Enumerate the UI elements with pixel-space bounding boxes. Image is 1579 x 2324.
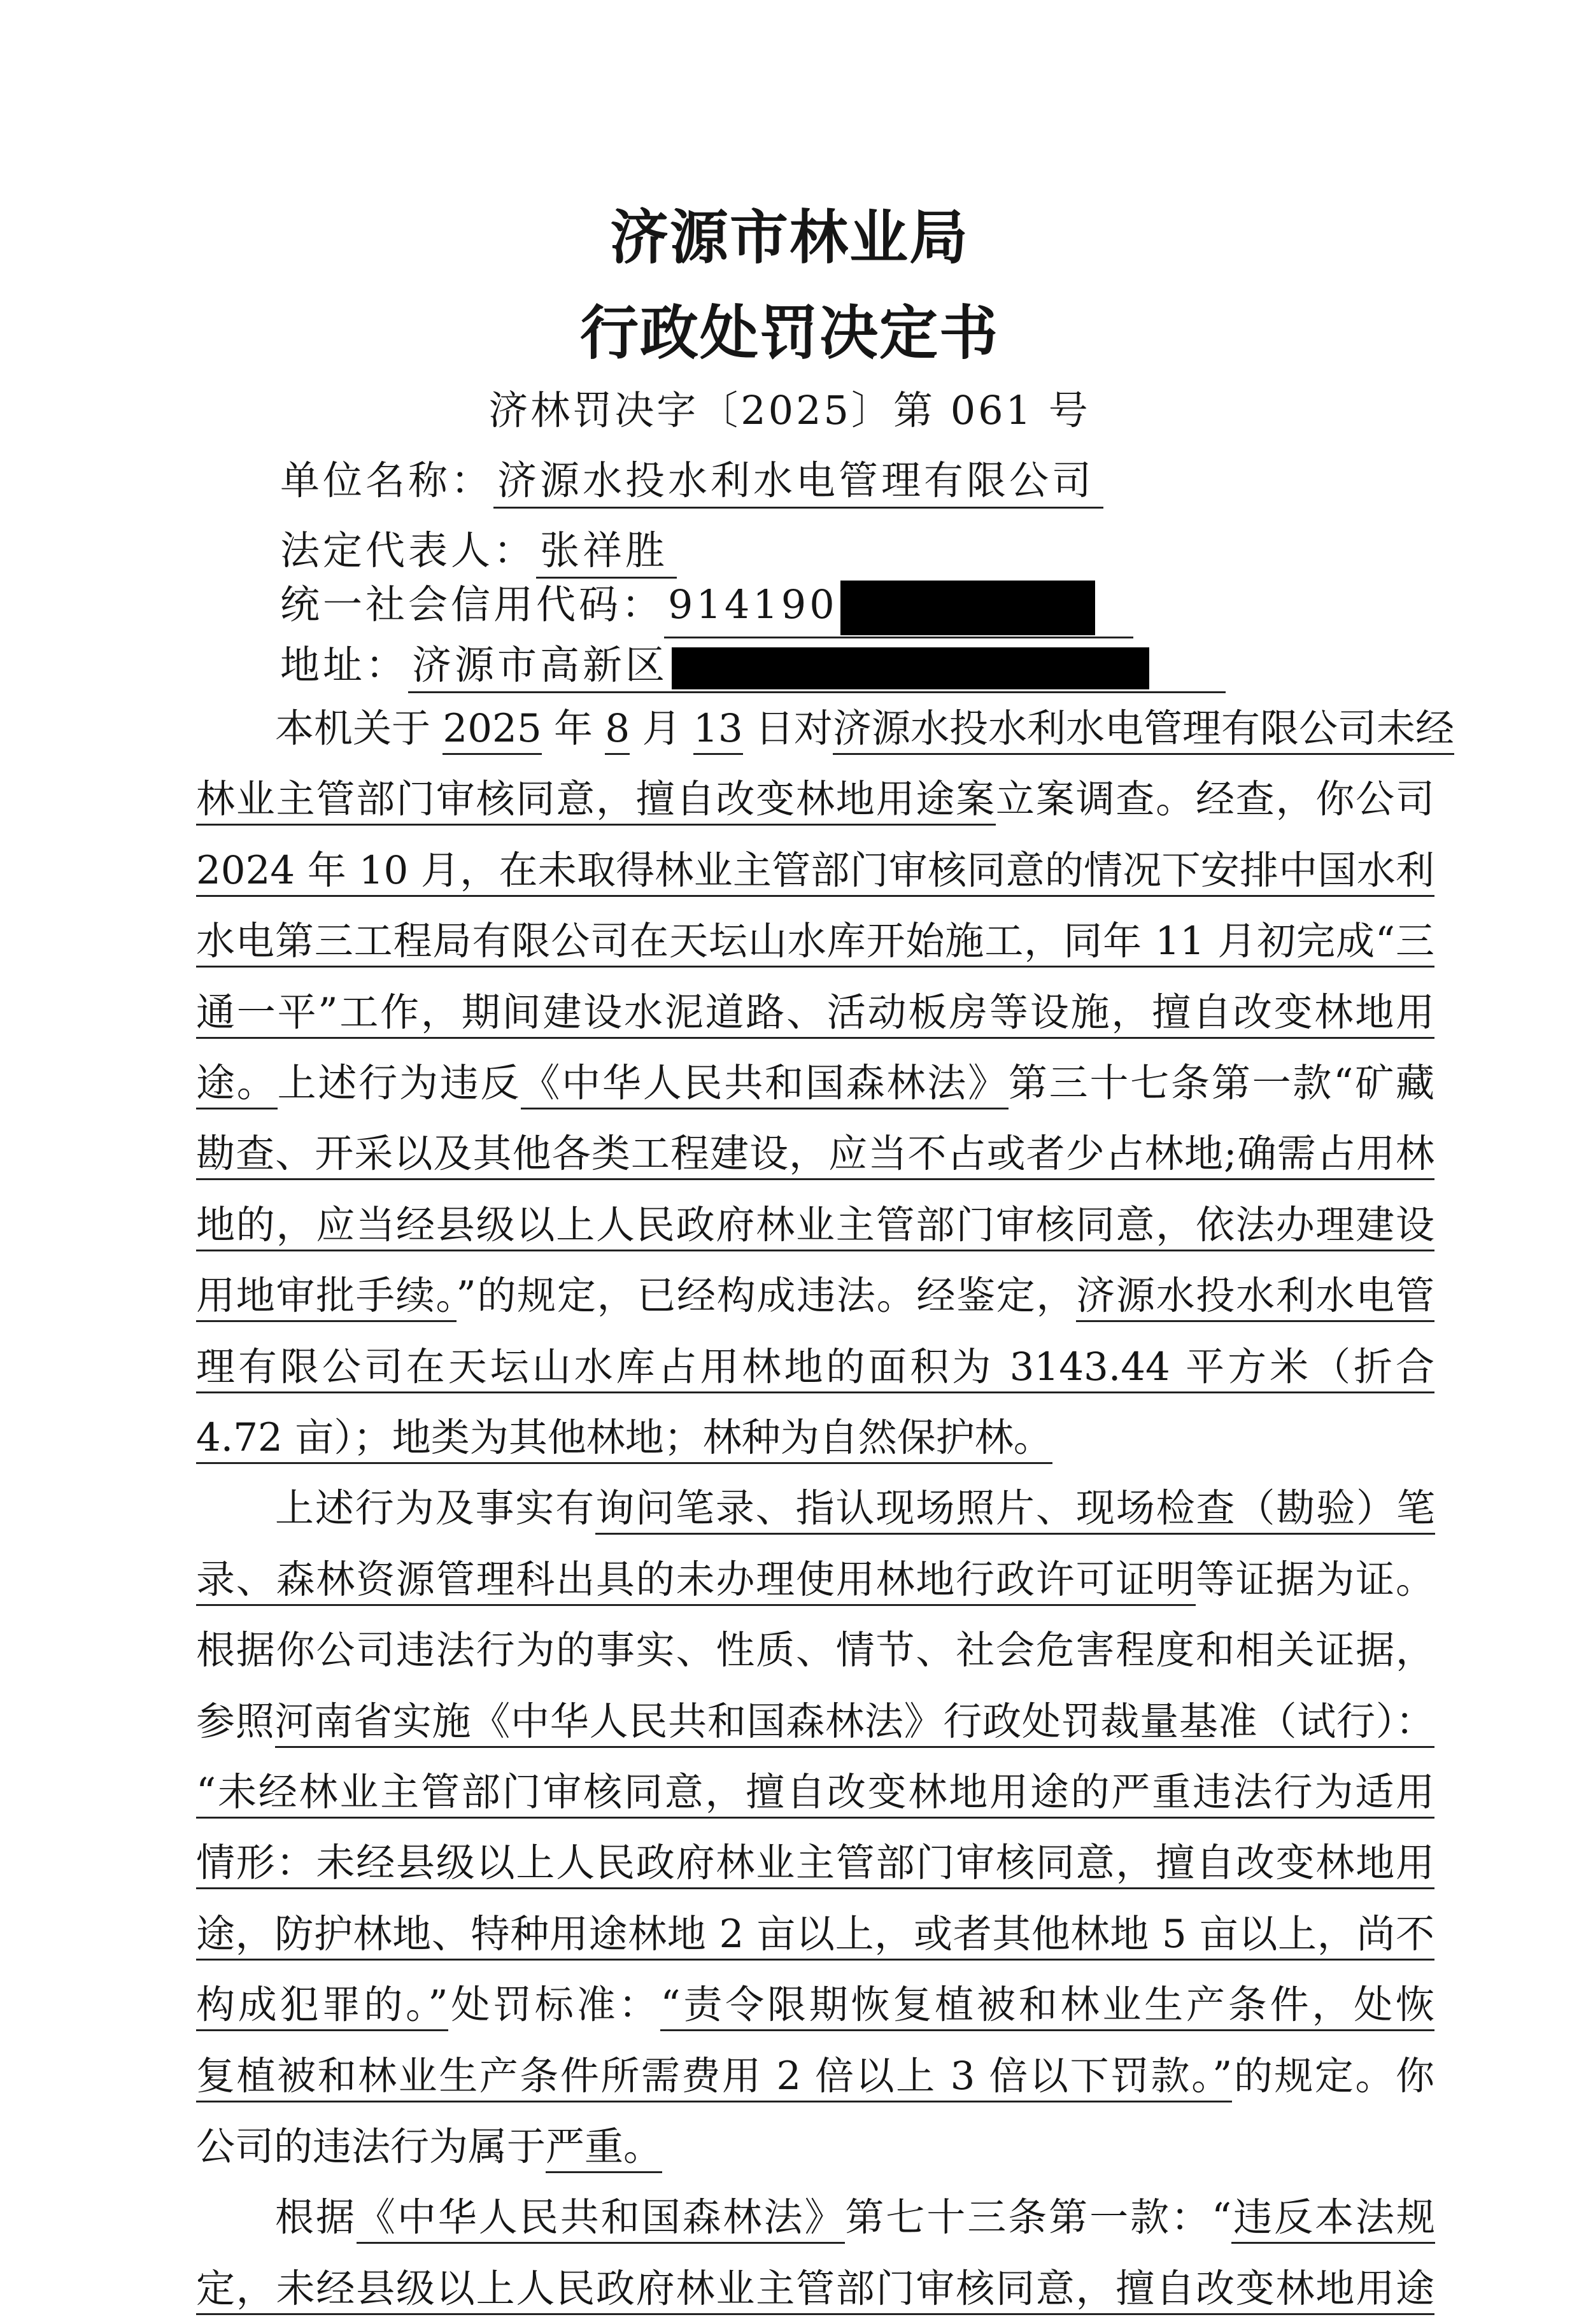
- body-line: [196, 836, 1434, 906]
- body-line-text: [196, 1828, 1434, 1898]
- underlined-text: 违反本法规: [1231, 2195, 1435, 2244]
- underlined-text: 严重。: [546, 2124, 662, 2173]
- text-segment: 根据你公司违法行为的事实、性质、情节、社会危害程度和相关证据，: [196, 1628, 1434, 1673]
- unit-name-field: [280, 449, 1103, 509]
- text-segment: 的规定。你: [1232, 2053, 1434, 2099]
- text-segment: 参照: [196, 1699, 275, 1744]
- body-line: [275, 694, 1455, 764]
- credit-code-field: [280, 573, 1133, 638]
- body-line: [196, 1332, 1434, 1402]
- body-line: [196, 1687, 1434, 1757]
- underlined-text: 询问笔录、指认现场照片、现场检查（勘验）笔: [595, 1486, 1435, 1535]
- text-segment: 第七十三条第一款：“: [845, 2195, 1232, 2240]
- body-line-text: [196, 1403, 1434, 1473]
- body-line-text: [196, 1332, 1434, 1402]
- text-segment: 立案调查。经查，你公司: [995, 777, 1434, 822]
- address-value: 济源市高新区: [412, 642, 669, 688]
- body-line: [196, 1828, 1434, 1898]
- underlined-text: 录、森林资源管理科出具的未办理使用林地行政许可证明: [196, 1557, 1196, 1606]
- body-line-text: [275, 694, 1455, 764]
- body-line: [196, 1119, 1434, 1189]
- underlined-text: 勘查、开采以及其他各类工程建设，应当不占或者少占林地;确需占用林: [196, 1131, 1434, 1180]
- underlined-text: “未经林业主管部门审核同意，擅自改变林地用途的严重违法行为适用: [196, 1770, 1434, 1819]
- body-line: [196, 2041, 1434, 2111]
- body-line-text: [196, 906, 1434, 976]
- body-line: [275, 2183, 1435, 2253]
- document-number: 济林罚决字〔2025〕第 061 号: [488, 387, 1091, 433]
- body-line-text: [196, 1119, 1434, 1189]
- body-line: [196, 1970, 1434, 2040]
- body-line: [196, 1757, 1434, 1828]
- underlined-text: 4.72 亩）；地类为其他林地；林种为自然保护林。: [196, 1415, 1052, 1464]
- text-segment: 处罚标准：: [448, 1982, 661, 2027]
- body-line: [275, 1474, 1435, 1544]
- text-segment: 第三十七条第一款“矿藏: [1008, 1060, 1434, 1106]
- underlined-text: 理有限公司在天坛山水库占用林地的面积为 3143.44 平方米（折合: [196, 1344, 1434, 1393]
- body-line: [196, 1190, 1434, 1260]
- body-line-text: [196, 1545, 1434, 1615]
- underlined-text: 济源水投水利水电管理有限公司未经: [833, 706, 1454, 755]
- text-segment: 日对: [742, 706, 833, 751]
- underlined-text: 8: [605, 706, 630, 755]
- legal-representative-label: 法定代表人：: [280, 527, 537, 574]
- body-line-text: [196, 1261, 1434, 1331]
- body-line-text: [196, 1757, 1434, 1828]
- underlined-text: “责令限期恢复植被和林业生产条件，处恢: [660, 1982, 1434, 2031]
- underlined-text: 情形：未经县级以上人民政府林业主管部门审核同意，擅自改变林地用: [196, 1840, 1434, 1889]
- body-line-text: [196, 1687, 1434, 1757]
- underlined-text: 定，未经县级以上人民政府林业主管部门审核同意，擅自改变林地用途: [196, 2266, 1434, 2315]
- address-label: 地址：: [280, 642, 409, 688]
- body-line: [196, 1403, 1434, 1473]
- body-line-text: [196, 764, 1434, 835]
- body-line-text: [196, 2041, 1434, 2111]
- body-line-text: [275, 1474, 1435, 1544]
- body-line-text: [275, 2183, 1435, 2253]
- underlined-text: 2025: [443, 706, 541, 755]
- body-line: [196, 978, 1434, 1048]
- body-line-text: [196, 1616, 1434, 1686]
- body-line-text: [196, 2112, 1434, 2182]
- text-segment: 本机关于: [275, 706, 443, 751]
- credit-code-label: 统一社会信用代码：: [280, 581, 665, 628]
- document-title-line1: 济源市林业局: [609, 204, 969, 272]
- text-segment: ”的规定，已经构成违法。经鉴定，: [456, 1273, 1077, 1318]
- body-line: [196, 1899, 1434, 1969]
- unit-name-value: 济源水投水利水电管理有限公司: [493, 456, 1103, 509]
- body-line-text: [196, 1190, 1434, 1260]
- underlined-text: 林业主管部门审核同意，擅自改变林地用途案: [196, 777, 996, 826]
- body-line: [196, 906, 1434, 976]
- text-segment: 月: [630, 706, 694, 751]
- underlined-text: 构成犯罪的。”: [196, 1982, 448, 2031]
- body-line: [196, 764, 1434, 835]
- underlined-text: 途。: [196, 1060, 278, 1109]
- underlined-text: 通一平”工作，期间建设水泥道路、活动板房等设施，擅自改变林地用: [196, 990, 1434, 1039]
- address-value-box: [408, 640, 1226, 693]
- underlined-text: 《中华人民共和国森林法》: [521, 1060, 1009, 1109]
- legal-representative-field: [280, 519, 677, 579]
- underlined-text: 水电第三工程局有限公司在天坛山水库开始施工，同年 11 月初完成“三: [196, 919, 1434, 968]
- text-segment: 根据: [275, 2195, 357, 2240]
- body-line-text: [196, 1970, 1434, 2040]
- body-line: [196, 1261, 1434, 1331]
- body-line: [196, 2254, 1434, 2324]
- text-segment: 上述行为违反: [277, 1060, 521, 1106]
- unit-name-label: 单位名称：: [280, 457, 494, 504]
- underlined-text: 复植被和林业生产条件所需费用 2 倍以上 3 倍以下罚款。”: [196, 2053, 1232, 2102]
- legal-representative-value: 张祥胜: [536, 526, 677, 579]
- underlined-text: 河南省实施《中华人民共和国森林法》行政处罚裁量基准（试行）：: [275, 1699, 1434, 1748]
- text-segment: 等证据为证。: [1195, 1557, 1434, 1602]
- credit-code-value: 914190: [668, 581, 838, 628]
- underlined-text: 2024 年 10 月，在未取得林业主管部门审核同意的情况下安排中国水利: [196, 848, 1434, 897]
- body-line: [196, 1616, 1434, 1686]
- text-segment: 年: [541, 706, 605, 751]
- body-line-text: [196, 1048, 1434, 1118]
- credit-code-value-box: [664, 580, 1133, 638]
- body-line-text: [196, 2254, 1434, 2324]
- underlined-text: 13: [693, 706, 743, 755]
- underlined-text: 途，防护林地、特种用途林地 2 亩以上，或者其他林地 5 亩以上，尚不: [196, 1912, 1434, 1961]
- text-segment: 上述行为及事实有: [275, 1486, 596, 1531]
- address-field: [280, 633, 1226, 693]
- underlined-text: 地的，应当经县级以上人民政府林业主管部门审核同意，依法办理建设: [196, 1202, 1434, 1251]
- underlined-text: 济源水投水利水电管: [1076, 1273, 1434, 1322]
- underlined-text: 用地审批手续。: [196, 1273, 457, 1322]
- document-title-line2: 行政处罚决定书: [579, 299, 999, 367]
- body-line-text: [196, 836, 1434, 906]
- body-line-text: [196, 1899, 1434, 1969]
- body-line: [196, 2112, 1434, 2182]
- body-line: [196, 1048, 1434, 1118]
- redaction-block: [672, 647, 1149, 689]
- body-line-text: [196, 978, 1434, 1048]
- text-segment: 公司的违法行为属于: [196, 2124, 546, 2169]
- underlined-text: 《中华人民共和国森林法》: [357, 2195, 845, 2244]
- body-line: [196, 1545, 1434, 1615]
- redaction-block: [840, 581, 1095, 635]
